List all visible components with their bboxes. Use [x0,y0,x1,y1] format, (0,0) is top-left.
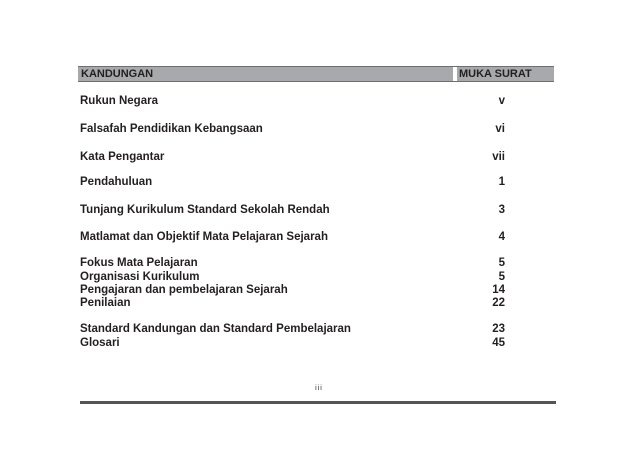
toc-entry-title: Rukun Negara [80,95,158,107]
toc-entry-page: v [498,95,505,107]
toc-entry[interactable] [80,175,510,189]
toc-entry-title: Pengajaran dan pembelajaran Sejarah [80,284,288,296]
toc-entry-title: Kata Pengantar [80,151,165,163]
header-divider [453,67,457,81]
toc-entry-title: Falsafah Pendidikan Kebangsaan [80,123,263,135]
toc-entry[interactable] [80,322,510,336]
toc-entry-title: Standard Kandungan dan Standard Pembelajaran [80,323,351,335]
toc-entry[interactable] [80,270,510,284]
toc-entry-page: vii [492,151,505,163]
toc-entry-page: vi [495,123,505,135]
toc-entry-title: Pendahuluan [80,176,153,188]
toc-entry-title: Glosari [80,337,120,349]
table-of-contents-header [78,66,554,82]
toc-entry-title: Tunjang Kurikulum Standard Sekolah Rendah [80,204,330,216]
toc-entry-title: Matlamat dan Objektif Mata Pelajaran Sejarah [80,231,328,243]
toc-entry[interactable] [80,122,510,136]
toc-entry-title: Penilaian [80,297,131,309]
toc-entry[interactable] [80,296,510,310]
toc-entry-title: Fokus Mata Pelajaran [80,257,198,269]
toc-entry[interactable] [80,256,510,270]
toc-entry-page: 14 [492,284,505,296]
toc-entry[interactable] [80,150,510,164]
page-column-heading: MUKA SURAT [459,68,532,80]
toc-entry-page: 45 [492,337,505,349]
toc-entry-page: 5 [498,271,505,283]
page-number: iii [315,385,323,392]
toc-entry-page: 5 [498,257,505,269]
toc-entry[interactable] [80,283,510,297]
toc-entry-page: 23 [492,323,505,335]
toc-entry[interactable] [80,94,510,108]
toc-entry-title: Organisasi Kurikulum [80,271,200,283]
toc-entry-page: 4 [498,231,505,243]
toc-entry-page: 3 [498,204,505,216]
toc-entry-page: 22 [492,297,505,309]
toc-entry[interactable] [80,336,510,350]
toc-entry-page: 1 [498,176,505,188]
toc-entry[interactable] [80,203,510,217]
footer-rule [80,401,556,404]
toc-entry[interactable] [80,230,510,244]
contents-heading: KANDUNGAN [81,68,154,80]
